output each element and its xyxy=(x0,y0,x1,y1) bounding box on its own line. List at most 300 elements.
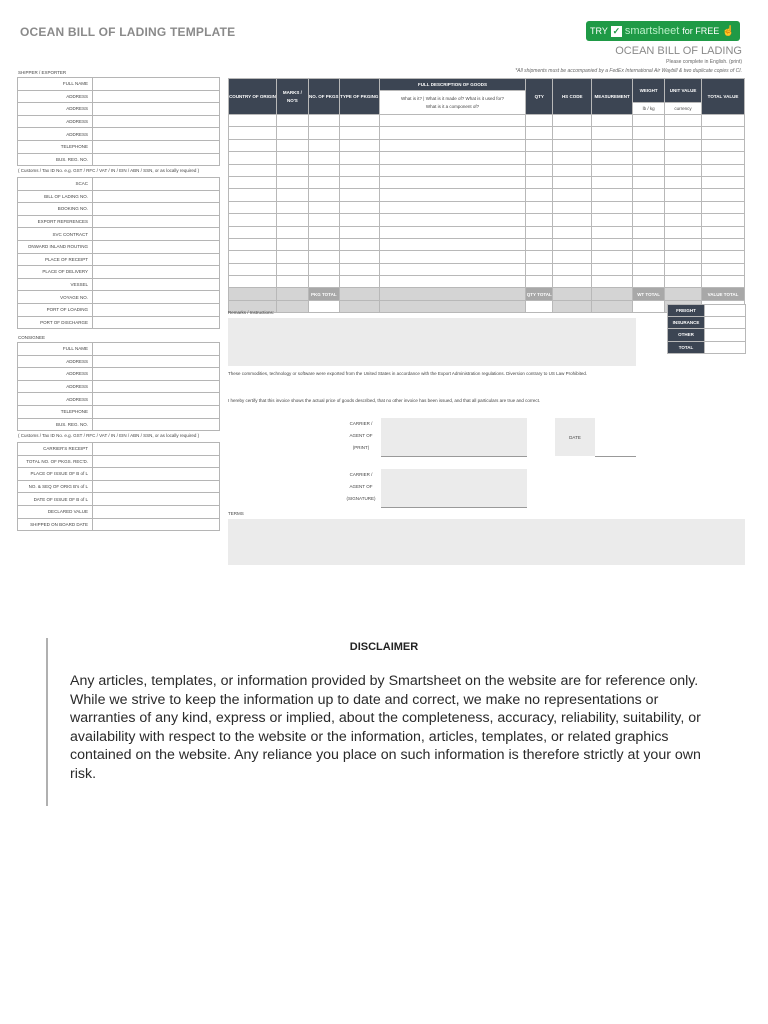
goods-cell[interactable] xyxy=(339,201,379,213)
carrier-field-input[interactable] xyxy=(93,493,220,506)
goods-cell[interactable] xyxy=(276,238,308,250)
wt-total-value[interactable] xyxy=(633,300,665,312)
goods-cell[interactable] xyxy=(702,276,745,288)
goods-cell[interactable] xyxy=(339,127,379,139)
goods-cell[interactable] xyxy=(665,276,702,288)
terms-box[interactable] xyxy=(228,519,745,565)
goods-cell[interactable] xyxy=(339,276,379,288)
qty-total-label: QTY TOTAL xyxy=(526,288,553,300)
goods-cell[interactable] xyxy=(308,152,339,164)
goods-cell[interactable] xyxy=(553,139,592,151)
consignee-field-label: BUS. REG. NO. xyxy=(18,418,93,431)
goods-cell[interactable] xyxy=(702,189,745,201)
goods-cell[interactable] xyxy=(308,251,339,263)
goods-cell[interactable] xyxy=(526,251,553,263)
goods-cell[interactable] xyxy=(276,201,308,213)
carrier-field-input[interactable] xyxy=(93,443,220,456)
goods-cell[interactable] xyxy=(229,189,277,201)
goods-cell[interactable] xyxy=(379,263,526,275)
goods-cell[interactable] xyxy=(592,214,633,226)
pointer-hand-icon: ☝ xyxy=(722,25,735,37)
goods-cell[interactable] xyxy=(553,152,592,164)
shipper-field-row xyxy=(18,90,220,103)
totals-filler xyxy=(379,300,526,312)
summary-value[interactable] xyxy=(705,341,746,353)
col-type-pkg-header: TYPE OF PKGING xyxy=(339,79,379,115)
goods-cell[interactable] xyxy=(665,189,702,201)
shipper-customs-note: ( Customs / Tax ID No. e.g. GST / RFC / VAT / IN / EIN / ABN / SSN, or as locally required ) xyxy=(18,168,200,173)
totals-filler xyxy=(339,288,379,300)
carrier-signature-field[interactable] xyxy=(381,469,527,508)
consignee-field-input[interactable] xyxy=(93,405,220,418)
summary-value[interactable] xyxy=(705,317,746,329)
goods-cell[interactable] xyxy=(702,263,745,275)
goods-cell[interactable] xyxy=(633,189,665,201)
shipping-field-label: ONWARD INLAND ROUTING xyxy=(18,240,93,253)
goods-cell[interactable] xyxy=(229,176,277,188)
date-field[interactable] xyxy=(595,418,636,457)
carrier-print-field[interactable] xyxy=(381,418,527,457)
goods-cell[interactable] xyxy=(633,238,665,250)
goods-row xyxy=(229,226,745,238)
goods-cell[interactable] xyxy=(553,214,592,226)
goods-cell[interactable] xyxy=(592,263,633,275)
description-hint-line1: What is it? | What is it made of? What is it used for? xyxy=(401,95,504,101)
goods-cell[interactable] xyxy=(379,115,526,127)
consignee-field-row xyxy=(18,393,220,406)
shipping-field-row xyxy=(18,316,220,329)
shipping-field-row xyxy=(18,215,220,228)
consignee-section-label: CONSIGNEE xyxy=(18,335,46,340)
totals-filler xyxy=(553,288,592,300)
goods-cell[interactable] xyxy=(308,214,339,226)
consignee-field-label: ADDRESS xyxy=(18,393,93,406)
brand-label: smartsheet xyxy=(624,25,680,37)
shipping-field-row xyxy=(18,303,220,316)
goods-cell[interactable] xyxy=(339,238,379,250)
goods-cell[interactable] xyxy=(379,201,526,213)
goods-cell[interactable] xyxy=(276,263,308,275)
goods-cell[interactable] xyxy=(665,214,702,226)
consignee-field-label: TELEPHONE xyxy=(18,405,93,418)
consignee-field-label: ADDRESS xyxy=(18,380,93,393)
goods-cell[interactable] xyxy=(526,115,553,127)
shipper-form xyxy=(17,77,220,166)
goods-cell[interactable] xyxy=(665,115,702,127)
goods-cell[interactable] xyxy=(526,164,553,176)
goods-cell[interactable] xyxy=(229,214,277,226)
carrier-field-label: TOTAL NO. OF PKGS. REC'D. xyxy=(18,455,93,468)
goods-cell[interactable] xyxy=(702,214,745,226)
goods-cell[interactable] xyxy=(633,263,665,275)
shipper-field-input[interactable] xyxy=(93,140,220,153)
goods-cell[interactable] xyxy=(553,238,592,250)
consignee-field-label: FULL NAME xyxy=(18,343,93,356)
shipping-field-label: VOYAGE NO. xyxy=(18,291,93,304)
goods-cell[interactable] xyxy=(702,164,745,176)
carrier-field-row xyxy=(18,493,220,506)
goods-cell[interactable] xyxy=(702,139,745,151)
carrier-field-label: SHIPPED ON BOARD DATE xyxy=(18,518,93,531)
goods-cell[interactable] xyxy=(379,214,526,226)
goods-cell[interactable] xyxy=(526,176,553,188)
goods-cell[interactable] xyxy=(229,139,277,151)
goods-cell[interactable] xyxy=(592,276,633,288)
shipper-field-input[interactable] xyxy=(93,103,220,116)
print-note: Please complete in English. (print) xyxy=(666,59,742,65)
shipper-field-label: ADDRESS xyxy=(18,90,93,103)
goods-cell[interactable] xyxy=(276,226,308,238)
summary-row xyxy=(668,305,746,317)
remarks-box[interactable] xyxy=(228,318,636,366)
goods-cell[interactable] xyxy=(229,263,277,275)
carrier-signature-label: CARRIER / AGENT OF (SIGNATURE) xyxy=(346,472,376,501)
goods-cell[interactable] xyxy=(553,176,592,188)
goods-cell[interactable] xyxy=(633,201,665,213)
goods-cell[interactable] xyxy=(702,127,745,139)
goods-cell[interactable] xyxy=(633,226,665,238)
goods-cell[interactable] xyxy=(339,263,379,275)
goods-cell[interactable] xyxy=(665,152,702,164)
goods-cell[interactable] xyxy=(276,276,308,288)
goods-cell[interactable] xyxy=(276,251,308,263)
for-free-label: for FREE xyxy=(682,26,720,36)
shipper-field-row xyxy=(18,140,220,153)
goods-cell[interactable] xyxy=(633,152,665,164)
goods-cell[interactable] xyxy=(308,164,339,176)
carrier-field-input[interactable] xyxy=(93,455,220,468)
goods-cell[interactable] xyxy=(379,164,526,176)
shipping-field-input[interactable] xyxy=(93,240,220,253)
goods-cell[interactable] xyxy=(526,214,553,226)
value-total-label: VALUE TOTAL xyxy=(702,288,745,300)
col-weight-header: WEIGHT xyxy=(633,79,665,103)
shipments-note: *All shipments must be accompanied by a FedEx International Air Waybill & two duplicate copies of CI. xyxy=(515,68,742,74)
shipping-field-row xyxy=(18,278,220,291)
goods-cell[interactable] xyxy=(526,238,553,250)
goods-cell[interactable] xyxy=(276,152,308,164)
date-label-box xyxy=(555,418,595,456)
goods-cell[interactable] xyxy=(308,127,339,139)
shipping-field-input[interactable] xyxy=(93,253,220,266)
goods-cell[interactable] xyxy=(553,251,592,263)
goods-cell[interactable] xyxy=(379,251,526,263)
shipper-field-row xyxy=(18,153,220,166)
consignee-field-label: ADDRESS xyxy=(18,368,93,381)
shipping-field-input[interactable] xyxy=(93,303,220,316)
goods-cell[interactable] xyxy=(702,226,745,238)
shipping-field-input[interactable] xyxy=(93,266,220,279)
goods-cell[interactable] xyxy=(665,263,702,275)
goods-cell[interactable] xyxy=(592,189,633,201)
shipping-field-label: PLACE OF RECEIPT xyxy=(18,253,93,266)
consignee-field-row xyxy=(18,405,220,418)
carrier-field-row xyxy=(18,455,220,468)
goods-cell[interactable] xyxy=(379,276,526,288)
goods-cell[interactable] xyxy=(592,164,633,176)
goods-cell[interactable] xyxy=(665,226,702,238)
try-label: TRY xyxy=(590,26,608,36)
carrier-field-label: CARRIER'S RECEIPT xyxy=(18,443,93,456)
goods-cell[interactable] xyxy=(339,152,379,164)
goods-row xyxy=(229,214,745,226)
goods-cell[interactable] xyxy=(702,115,745,127)
goods-cell[interactable] xyxy=(308,115,339,127)
consignee-field-row xyxy=(18,368,220,381)
goods-cell[interactable] xyxy=(553,263,592,275)
shipping-field-label: VESSEL xyxy=(18,278,93,291)
shipping-field-input[interactable] xyxy=(93,316,220,329)
shipper-field-label: ADDRESS xyxy=(18,103,93,116)
goods-cell[interactable] xyxy=(276,115,308,127)
shipper-field-input[interactable] xyxy=(93,153,220,166)
consignee-field-input[interactable] xyxy=(93,355,220,368)
goods-cell[interactable] xyxy=(339,214,379,226)
goods-cell[interactable] xyxy=(633,115,665,127)
shipping-field-input[interactable] xyxy=(93,190,220,203)
goods-cell[interactable] xyxy=(229,226,277,238)
shipping-field-label: SVC CONTRACT xyxy=(18,228,93,241)
goods-cell[interactable] xyxy=(553,164,592,176)
goods-cell[interactable] xyxy=(308,176,339,188)
goods-cell[interactable] xyxy=(526,201,553,213)
goods-cell[interactable] xyxy=(702,152,745,164)
goods-cell[interactable] xyxy=(665,127,702,139)
goods-cell[interactable] xyxy=(526,226,553,238)
goods-row xyxy=(229,152,745,164)
goods-cell[interactable] xyxy=(229,238,277,250)
shipping-field-row xyxy=(18,266,220,279)
goods-cell[interactable] xyxy=(553,276,592,288)
goods-cell[interactable] xyxy=(702,176,745,188)
totals-filler xyxy=(665,288,702,300)
goods-cell[interactable] xyxy=(633,176,665,188)
goods-cell[interactable] xyxy=(276,139,308,151)
goods-cell[interactable] xyxy=(592,226,633,238)
goods-cell[interactable] xyxy=(379,226,526,238)
shipping-field-row xyxy=(18,253,220,266)
carrier-field-row xyxy=(18,505,220,518)
goods-cell[interactable] xyxy=(308,276,339,288)
goods-cell[interactable] xyxy=(229,251,277,263)
charges-summary xyxy=(667,304,746,354)
goods-cell[interactable] xyxy=(592,115,633,127)
carrier-field-row xyxy=(18,468,220,481)
goods-cell[interactable] xyxy=(379,139,526,151)
shipper-field-row xyxy=(18,103,220,116)
carrier-field-input[interactable] xyxy=(93,505,220,518)
goods-cell[interactable] xyxy=(308,189,339,201)
goods-cell[interactable] xyxy=(276,214,308,226)
goods-cell[interactable] xyxy=(526,276,553,288)
goods-cell[interactable] xyxy=(339,176,379,188)
goods-cell[interactable] xyxy=(276,164,308,176)
goods-cell[interactable] xyxy=(526,189,553,201)
col-marks-header: MARKS / NO'S xyxy=(276,79,308,115)
shipping-field-input[interactable] xyxy=(93,178,220,191)
terms-label: TERMS xyxy=(228,511,244,516)
shipping-field-input[interactable] xyxy=(93,215,220,228)
shipper-field-input[interactable] xyxy=(93,115,220,128)
totals-filler xyxy=(276,300,308,312)
goods-cell[interactable] xyxy=(665,139,702,151)
goods-cell[interactable] xyxy=(633,214,665,226)
totals-filler xyxy=(339,300,379,312)
carrier-field-input[interactable] xyxy=(93,480,220,493)
consignee-customs-note: ( Customs / Tax ID No. e.g. GST / RFC / VAT / IN / EIN / ABN / SSN, or as locally required ) xyxy=(18,433,200,438)
goods-cell[interactable] xyxy=(592,139,633,151)
goods-cell[interactable] xyxy=(633,139,665,151)
goods-cell[interactable] xyxy=(526,263,553,275)
disclaimer-text: Any articles, templates, or information provided by Smartsheet on the website are for reference only. While we strive to keep the information up to date and correct, we make no representations or warranties of any kind, express or implied, about the completeness, accuracy, reliability, suitability, or availability with respect to the website or the information, articles, templates, or related graphics contained on the website. Any reliance you place on such information is therefore strictly at your own risk. xyxy=(70,673,701,782)
carrier-field-input[interactable] xyxy=(93,468,220,481)
disclaimer-title: DISCLAIMER xyxy=(349,641,419,653)
shipper-field-label: TELEPHONE xyxy=(18,140,93,153)
goods-cell[interactable] xyxy=(665,201,702,213)
summary-row xyxy=(668,341,746,353)
remarks-label: Remarks / Instructions: xyxy=(228,310,275,315)
goods-cell[interactable] xyxy=(592,152,633,164)
shipping-field-input[interactable] xyxy=(93,228,220,241)
consignee-form xyxy=(17,342,220,431)
carrier-field-input[interactable] xyxy=(93,518,220,531)
consignee-field-input[interactable] xyxy=(93,380,220,393)
goods-cell[interactable] xyxy=(229,115,277,127)
consignee-field-input[interactable] xyxy=(93,343,220,356)
goods-cell[interactable] xyxy=(229,201,277,213)
goods-cell[interactable] xyxy=(526,152,553,164)
summary-value[interactable] xyxy=(705,329,746,341)
goods-cell[interactable] xyxy=(592,127,633,139)
goods-cell[interactable] xyxy=(553,127,592,139)
shipping-field-input[interactable] xyxy=(93,278,220,291)
goods-cell[interactable] xyxy=(339,164,379,176)
goods-cell[interactable] xyxy=(553,115,592,127)
goods-cell[interactable] xyxy=(702,251,745,263)
shipper-field-input[interactable] xyxy=(93,78,220,91)
goods-row xyxy=(229,276,745,288)
qty-total-value[interactable] xyxy=(526,300,553,312)
goods-cell[interactable] xyxy=(379,189,526,201)
consignee-field-input[interactable] xyxy=(93,368,220,381)
shipping-field-row xyxy=(18,228,220,241)
carrier-field-label: NO. & SEQ OF ORIG B's of L xyxy=(18,480,93,493)
consignee-field-input[interactable] xyxy=(93,393,220,406)
description-hint-line2: What is it a component of? xyxy=(425,103,480,109)
consignee-field-row xyxy=(18,380,220,393)
goods-cell[interactable] xyxy=(229,276,277,288)
summary-label: OTHER xyxy=(668,329,705,341)
goods-cell[interactable] xyxy=(526,139,553,151)
consignee-field-input[interactable] xyxy=(93,418,220,431)
goods-table xyxy=(228,78,745,313)
goods-cell[interactable] xyxy=(592,201,633,213)
goods-cell[interactable] xyxy=(665,176,702,188)
consignee-field-label: ADDRESS xyxy=(18,355,93,368)
shipper-field-input[interactable] xyxy=(93,128,220,141)
shipper-field-row xyxy=(18,128,220,141)
pkg-total-value[interactable] xyxy=(308,300,339,312)
goods-row xyxy=(229,115,745,127)
shipper-field-row xyxy=(18,78,220,91)
try-smartsheet-button[interactable] xyxy=(586,21,740,41)
goods-cell[interactable] xyxy=(339,226,379,238)
goods-cell[interactable] xyxy=(553,226,592,238)
shipping-field-row xyxy=(18,240,220,253)
shipping-field-label: BOOKING NO. xyxy=(18,203,93,216)
goods-cell[interactable] xyxy=(526,127,553,139)
goods-cell[interactable] xyxy=(665,164,702,176)
summary-row xyxy=(668,329,746,341)
shipper-field-input[interactable] xyxy=(93,90,220,103)
goods-cell[interactable] xyxy=(592,176,633,188)
goods-cell[interactable] xyxy=(633,276,665,288)
goods-cell[interactable] xyxy=(379,152,526,164)
goods-cell[interactable] xyxy=(276,127,308,139)
goods-cell[interactable] xyxy=(633,251,665,263)
shipping-field-input[interactable] xyxy=(93,291,220,304)
goods-cell[interactable] xyxy=(308,201,339,213)
consignee-field-row xyxy=(18,418,220,431)
shipping-field-row xyxy=(18,203,220,216)
summary-label: TOTAL xyxy=(668,341,705,353)
description-hint xyxy=(379,91,526,115)
goods-cell[interactable] xyxy=(276,189,308,201)
goods-cell[interactable] xyxy=(702,201,745,213)
goods-cell[interactable] xyxy=(308,238,339,250)
goods-cell[interactable] xyxy=(553,201,592,213)
goods-cell[interactable] xyxy=(379,176,526,188)
goods-cell[interactable] xyxy=(553,189,592,201)
goods-row xyxy=(229,238,745,250)
goods-cell[interactable] xyxy=(665,251,702,263)
export-statement: These commodities, technology or software were exported from the United States in accordance with the Export Administration regulations. Diversion contrary to US Law Prohibited. xyxy=(228,371,588,376)
goods-cell[interactable] xyxy=(229,164,277,176)
totals-filler xyxy=(229,288,277,300)
goods-cell[interactable] xyxy=(379,127,526,139)
goods-cell[interactable] xyxy=(308,263,339,275)
document-title: OCEAN BILL OF LADING xyxy=(615,45,742,57)
col-hs-code-header: HS CODE xyxy=(553,79,592,115)
goods-cell[interactable] xyxy=(276,176,308,188)
goods-cell[interactable] xyxy=(229,127,277,139)
goods-cell[interactable] xyxy=(592,251,633,263)
shipping-field-row xyxy=(18,178,220,191)
shipping-field-label: EXPORT REFERENCES xyxy=(18,215,93,228)
shipper-field-label: BUS. REG. NO. xyxy=(18,153,93,166)
certify-statement: I hereby certify that this invoice shows the actual price of goods described, that no other invoice has been issued, and that all particulars are true and correct. xyxy=(228,398,541,403)
goods-cell[interactable] xyxy=(229,152,277,164)
goods-cell[interactable] xyxy=(633,127,665,139)
goods-cell[interactable] xyxy=(665,238,702,250)
shipping-field-input[interactable] xyxy=(93,203,220,216)
goods-cell[interactable] xyxy=(379,238,526,250)
goods-cell[interactable] xyxy=(308,226,339,238)
col-description-header: FULL DESCRIPTION OF GOODS xyxy=(379,79,526,91)
carrier-field-label: PLACE OF ISSUE OF B of L xyxy=(18,468,93,481)
goods-row xyxy=(229,164,745,176)
goods-cell[interactable] xyxy=(633,164,665,176)
goods-cell[interactable] xyxy=(308,139,339,151)
carrier-field-label: DATE OF ISSUE OF B of L xyxy=(18,493,93,506)
goods-cell[interactable] xyxy=(702,238,745,250)
goods-cell[interactable] xyxy=(339,251,379,263)
goods-cell[interactable] xyxy=(339,139,379,151)
summary-value[interactable] xyxy=(705,305,746,317)
goods-cell[interactable] xyxy=(592,238,633,250)
goods-cell[interactable] xyxy=(339,189,379,201)
goods-cell[interactable] xyxy=(339,115,379,127)
